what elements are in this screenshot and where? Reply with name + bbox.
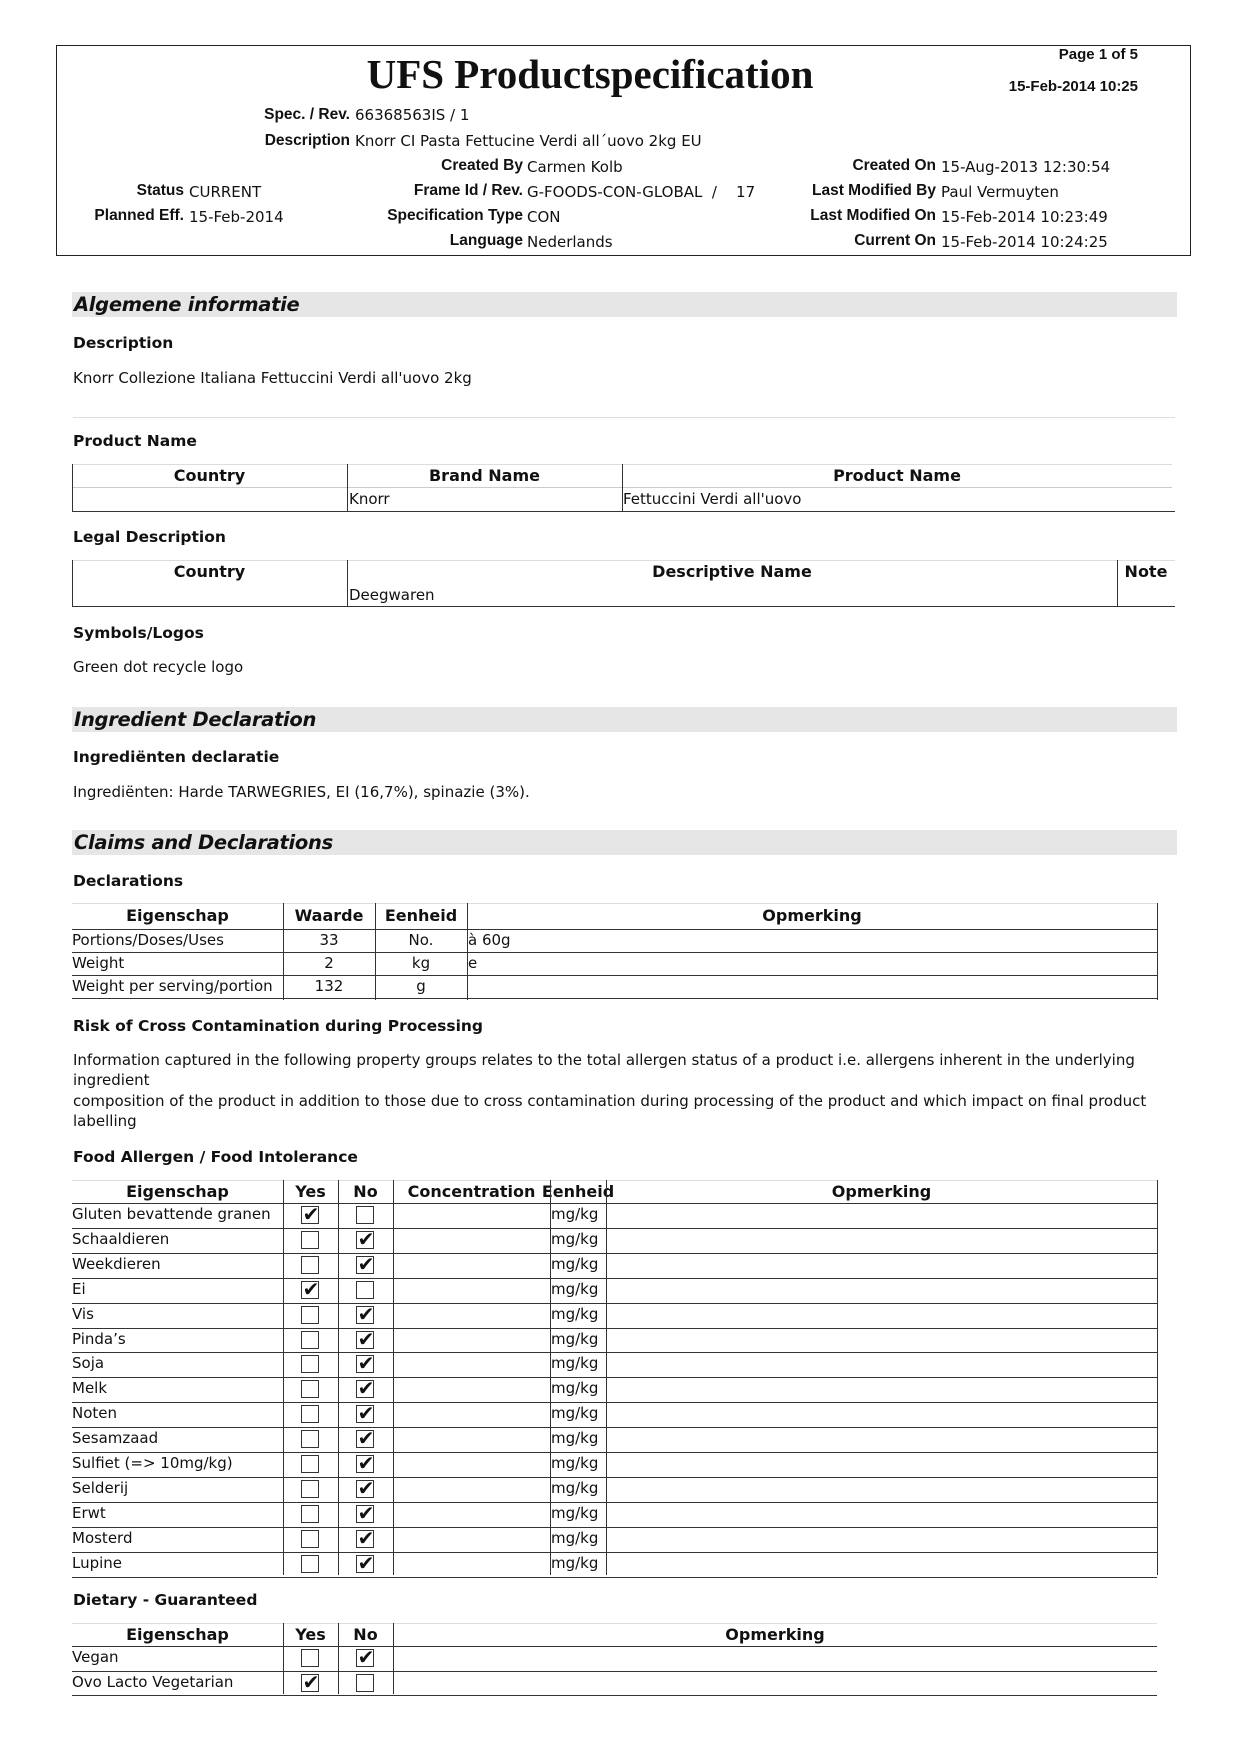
ingredients-subheading: Ingrediënten declaratie xyxy=(73,748,280,766)
row-divider xyxy=(72,1671,1157,1672)
allergen-name: Noten xyxy=(72,1404,118,1422)
yes-checkbox xyxy=(301,1256,319,1274)
allergen-name: Schaaldieren xyxy=(72,1230,170,1248)
no-checkbox xyxy=(356,1645,375,1669)
col-waarde: Waarde xyxy=(294,906,364,925)
frame-value: G-FOODS-CON-GLOBAL / 17 xyxy=(527,183,756,201)
section-title-ingredients: Ingredient Declaration xyxy=(74,708,317,731)
allergen-unit: mg/kg xyxy=(551,1404,599,1422)
no-checkbox xyxy=(356,1674,374,1692)
yes-checkbox xyxy=(301,1455,319,1473)
current-on-value: 15-Feb-2014 10:24:25 xyxy=(941,233,1108,251)
no-checkbox xyxy=(356,1551,375,1575)
status-value: CURRENT xyxy=(189,183,262,201)
allergen-name: Lupine xyxy=(72,1554,123,1572)
col-no: No xyxy=(353,1625,378,1644)
spec-value: 66368563IS / 1 xyxy=(355,106,470,124)
allergen-unit: mg/kg xyxy=(551,1454,599,1472)
decl-value: 2 xyxy=(324,954,334,972)
risk-text-line: composition of the product in addition to those due to cross contamination during processing of the product and which impact on final product xyxy=(73,1092,1147,1110)
row-divider xyxy=(72,1352,1157,1353)
col-note: Note xyxy=(1124,562,1168,581)
row-divider xyxy=(72,1402,1157,1403)
col-eigenschap: Eigenschap xyxy=(126,906,229,925)
allergen-name: Gluten bevattende granen xyxy=(72,1205,271,1223)
row-divider xyxy=(72,1477,1157,1478)
check-icon: ✔ xyxy=(357,1476,375,1500)
row-divider xyxy=(72,1303,1157,1304)
col-country: Country xyxy=(173,562,246,581)
allergen-name: Erwt xyxy=(72,1504,106,1522)
yes-checkbox xyxy=(301,1670,320,1694)
check-icon: ✔ xyxy=(302,1277,320,1301)
yes-checkbox xyxy=(301,1277,320,1301)
check-icon: ✔ xyxy=(357,1302,375,1326)
row-divider xyxy=(72,1552,1157,1553)
col-brand-name: Brand Name xyxy=(428,466,540,485)
no-checkbox xyxy=(356,1227,375,1251)
col-opmerking: Opmerking xyxy=(831,1182,932,1201)
allergen-unit: mg/kg xyxy=(551,1305,599,1323)
no-checkbox xyxy=(356,1327,375,1351)
no-checkbox xyxy=(356,1426,375,1450)
allergen-name: Sesamzaad xyxy=(72,1429,159,1447)
allergen-name: Soja xyxy=(72,1354,105,1372)
decl-unit: No. xyxy=(408,931,434,949)
section-band-claims xyxy=(72,830,1177,855)
risk-text-line: Information captured in the following property groups relates to the total allergen status of a product i.e. allergens inherent in the underlying xyxy=(73,1051,1135,1069)
document-title: UFS Productspecification xyxy=(366,51,814,97)
col-country: Country xyxy=(173,466,246,485)
check-icon: ✔ xyxy=(357,1401,375,1425)
risk-heading: Risk of Cross Contamination during Processing xyxy=(73,1017,484,1035)
decl-unit: kg xyxy=(411,954,431,972)
allergen-unit: mg/kg xyxy=(551,1379,599,1397)
check-icon: ✔ xyxy=(357,1451,375,1475)
yes-checkbox xyxy=(301,1430,319,1448)
row-divider xyxy=(72,1427,1157,1428)
col-opmerking: Opmerking xyxy=(725,1625,825,1644)
print-date: 15-Feb-2014 10:25 xyxy=(1008,78,1138,95)
legal-description-heading: Legal Description xyxy=(73,528,226,546)
planned-label: Planned Eff. xyxy=(94,207,184,224)
col-yes: Yes xyxy=(295,1182,326,1201)
last-modified-on-label: Last Modified On xyxy=(810,207,936,224)
section-band-general xyxy=(72,292,1177,317)
row-divider xyxy=(72,1253,1157,1254)
check-icon: ✔ xyxy=(357,1252,375,1276)
allergen-unit: mg/kg xyxy=(551,1330,599,1348)
allergen-unit: mg/kg xyxy=(551,1280,599,1298)
yes-checkbox xyxy=(301,1231,319,1249)
decl-unit: g xyxy=(416,977,426,995)
no-checkbox xyxy=(356,1376,375,1400)
no-checkbox xyxy=(356,1351,375,1375)
allergen-name: Selderij xyxy=(72,1479,129,1497)
description-heading: Description xyxy=(73,334,174,352)
description-label: Description xyxy=(264,132,350,149)
symbols-text: Green dot recycle logo xyxy=(73,658,244,676)
row-divider xyxy=(72,1646,1157,1647)
row-divider xyxy=(72,1203,1157,1204)
allergen-unit: mg/kg xyxy=(551,1205,599,1223)
row-divider xyxy=(72,1328,1157,1329)
product-name-cell: Fettuccini Verdi all'uovo xyxy=(623,490,802,508)
allergen-heading: Food Allergen / Food Intolerance xyxy=(73,1148,358,1166)
language-value: Nederlands xyxy=(527,233,613,251)
decl-property: Weight per serving/portion xyxy=(72,977,273,995)
dietary-name: Vegan xyxy=(72,1648,119,1666)
allergen-name: Melk xyxy=(72,1379,108,1397)
col-eenheid: Eenheid xyxy=(384,906,458,925)
decl-note: e xyxy=(468,954,478,972)
allergen-name: Mosterd xyxy=(72,1529,133,1547)
check-icon: ✔ xyxy=(357,1351,375,1375)
allergen-unit: mg/kg xyxy=(551,1529,599,1547)
row-divider xyxy=(72,1377,1157,1378)
frame-label: Frame Id / Rev. xyxy=(413,182,523,199)
allergen-unit: mg/kg xyxy=(551,1230,599,1248)
no-checkbox xyxy=(356,1451,375,1475)
section-title-general: Algemene informatie xyxy=(74,293,300,316)
yes-checkbox xyxy=(301,1306,319,1324)
row-divider xyxy=(72,1228,1157,1229)
check-icon: ✔ xyxy=(357,1526,375,1550)
allergen-name: Vis xyxy=(72,1305,94,1323)
product-name-heading: Product Name xyxy=(73,432,197,450)
risk-text-line: ingredient xyxy=(73,1071,150,1089)
spec-type-value: CON xyxy=(527,208,561,226)
yes-checkbox xyxy=(301,1405,319,1423)
symbols-heading: Symbols/Logos xyxy=(73,624,204,642)
decl-value: 132 xyxy=(314,977,344,995)
check-icon: ✔ xyxy=(357,1227,375,1251)
created-by-value: Carmen Kolb xyxy=(527,158,623,176)
check-icon: ✔ xyxy=(357,1551,375,1575)
allergen-unit: mg/kg xyxy=(551,1429,599,1447)
allergen-unit: mg/kg xyxy=(551,1479,599,1497)
language-label: Language xyxy=(449,232,523,249)
row-divider xyxy=(72,975,1157,976)
yes-checkbox xyxy=(301,1649,319,1667)
dietary-heading: Dietary - Guaranteed xyxy=(73,1591,258,1609)
no-checkbox xyxy=(356,1302,375,1326)
row-divider xyxy=(72,1452,1157,1453)
decl-property: Weight xyxy=(72,954,125,972)
created-on-label: Created On xyxy=(852,157,936,174)
no-checkbox xyxy=(356,1252,375,1276)
col-eigenschap: Eigenschap xyxy=(126,1625,229,1644)
row-divider xyxy=(72,1695,1157,1696)
yes-checkbox xyxy=(301,1380,319,1398)
declarations-heading: Declarations xyxy=(73,872,184,890)
check-icon: ✔ xyxy=(357,1426,375,1450)
status-label: Status xyxy=(136,182,184,199)
divider xyxy=(73,417,1175,418)
no-checkbox xyxy=(356,1206,374,1224)
allergen-name: Ei xyxy=(72,1280,86,1298)
planned-value: 15-Feb-2014 xyxy=(189,208,284,226)
no-checkbox xyxy=(356,1501,375,1525)
no-checkbox xyxy=(356,1281,374,1299)
descriptive-name-cell: Deegwaren xyxy=(349,586,435,604)
col-descriptive-name: Descriptive Name xyxy=(652,562,812,581)
created-on-value: 15-Aug-2013 12:30:54 xyxy=(941,158,1111,176)
row-divider xyxy=(72,998,1157,999)
last-modified-by-label: Last Modified By xyxy=(811,182,936,199)
allergen-unit: mg/kg xyxy=(551,1255,599,1273)
check-icon: ✔ xyxy=(357,1501,375,1525)
allergen-name: Sulfiet (=> 10mg/kg) xyxy=(72,1454,233,1472)
col-concentration: Concentration xyxy=(407,1182,536,1201)
section-band-ingredients xyxy=(72,707,1177,732)
allergen-unit: mg/kg xyxy=(551,1354,599,1372)
allergen-name: Pinda’s xyxy=(72,1330,126,1348)
last-modified-by-value: Paul Vermuyten xyxy=(941,183,1059,201)
check-icon: ✔ xyxy=(302,1670,320,1694)
row-divider xyxy=(72,1278,1157,1279)
yes-checkbox xyxy=(301,1202,320,1226)
yes-checkbox xyxy=(301,1480,319,1498)
spec-type-label: Specification Type xyxy=(387,207,523,224)
col-yes: Yes xyxy=(295,1625,326,1644)
row-divider xyxy=(72,1502,1157,1503)
col-opmerking: Opmerking xyxy=(762,906,862,925)
page-number: Page 1 of 5 xyxy=(1058,46,1138,63)
dietary-name: Ovo Lacto Vegetarian xyxy=(72,1673,234,1691)
allergen-unit: mg/kg xyxy=(551,1554,599,1572)
row-divider xyxy=(72,1527,1157,1528)
yes-checkbox xyxy=(301,1355,319,1373)
yes-checkbox xyxy=(301,1530,319,1548)
description-value: Knorr CI Pasta Fettucine Verdi all´uovo 2kg EU xyxy=(355,132,702,150)
decl-value: 33 xyxy=(319,931,339,949)
ingredients-text: Ingrediënten: Harde TARWEGRIES, EI (16,7%), spinazie (3%). xyxy=(73,783,530,801)
check-icon: ✔ xyxy=(357,1327,375,1351)
col-product-name: Product Name xyxy=(833,466,961,485)
check-icon: ✔ xyxy=(302,1202,320,1226)
brand-name-cell: Knorr xyxy=(349,490,390,508)
decl-property: Portions/Doses/Uses xyxy=(72,931,224,949)
allergen-unit: mg/kg xyxy=(551,1504,599,1522)
decl-note: à 60g xyxy=(468,931,511,949)
no-checkbox xyxy=(356,1401,375,1425)
yes-checkbox xyxy=(301,1505,319,1523)
row-divider xyxy=(72,1577,1157,1578)
col-eenheid-clip xyxy=(541,1182,615,1201)
no-checkbox xyxy=(356,1476,375,1500)
allergen-name: Weekdieren xyxy=(72,1255,161,1273)
col-no: No xyxy=(353,1182,378,1201)
check-icon: ✔ xyxy=(357,1645,375,1669)
check-icon: ✔ xyxy=(357,1376,375,1400)
spec-label: Spec. / Rev. xyxy=(264,106,350,123)
risk-text-line: labelling xyxy=(73,1112,137,1130)
yes-checkbox xyxy=(301,1555,319,1573)
current-on-label: Current On xyxy=(854,232,936,249)
col-eenheid: Eenheid xyxy=(541,1182,615,1201)
no-checkbox xyxy=(356,1526,375,1550)
description-text: Knorr Collezione Italiana Fettuccini Verdi all'uovo 2kg xyxy=(73,369,472,387)
last-modified-on-value: 15-Feb-2014 10:23:49 xyxy=(941,208,1108,226)
row-divider xyxy=(72,952,1157,953)
section-title-claims: Claims and Declarations xyxy=(74,831,333,854)
row-divider xyxy=(72,929,1157,930)
yes-checkbox xyxy=(301,1331,319,1349)
created-by-label: Created By xyxy=(441,157,523,174)
col-eigenschap: Eigenschap xyxy=(126,1182,229,1201)
